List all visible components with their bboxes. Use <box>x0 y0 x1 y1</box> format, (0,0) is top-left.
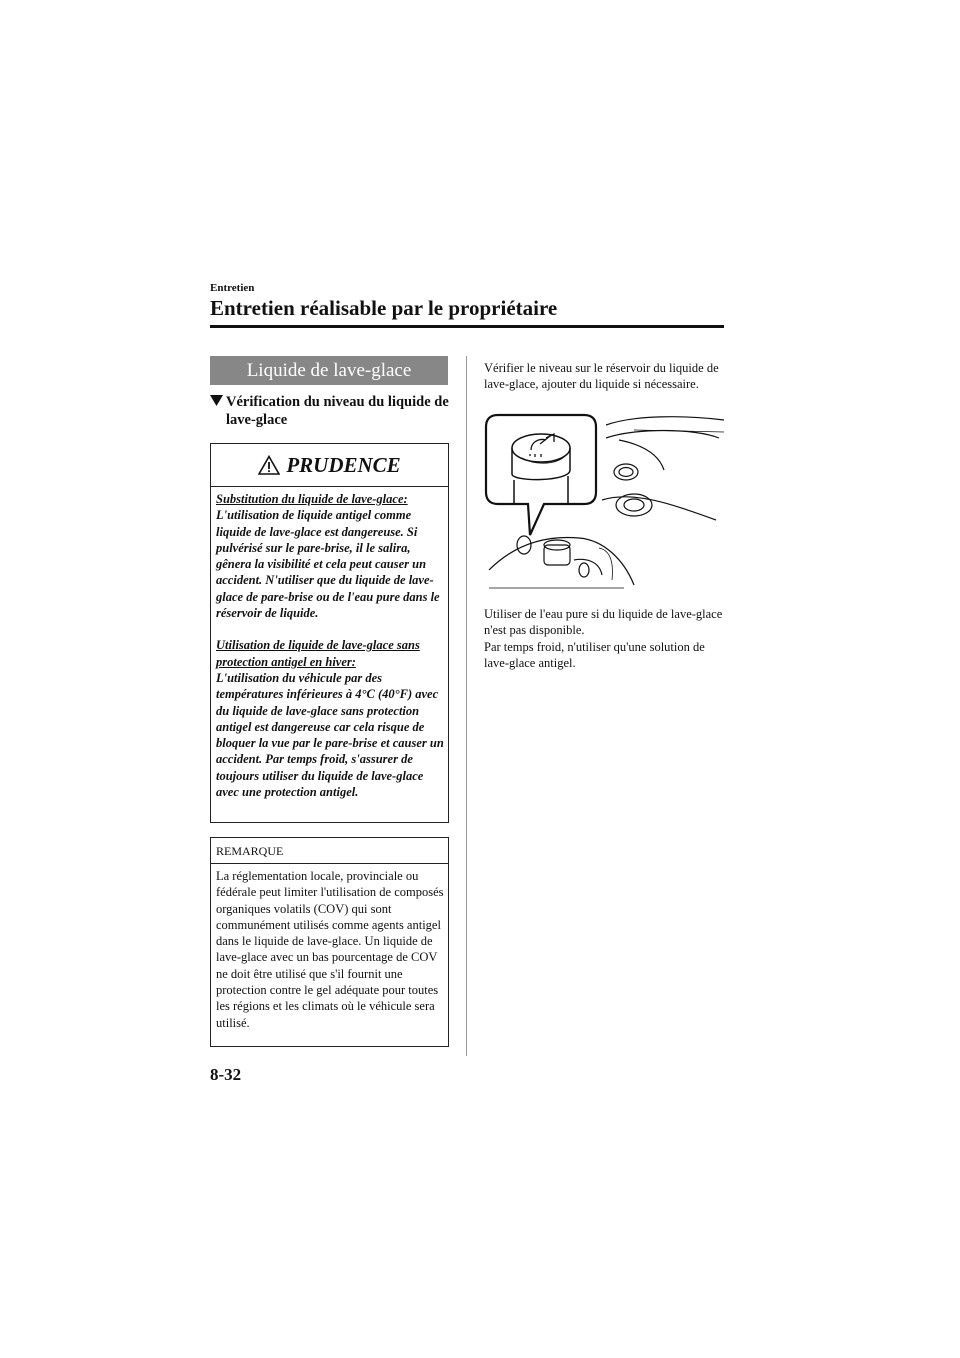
topic-title-bar <box>210 356 448 385</box>
caution-p2-heading: Utilisation de liquide de lave-glace sans protection antigel en hiver: <box>216 638 420 669</box>
washer-reservoir-illustration <box>484 410 724 590</box>
column-divider <box>466 356 467 1056</box>
caution-p2-body: L'utilisation du véhicule par des températures inférieures à 4°C (40°F) avec du liquide de lave-glace sans protection antigel est dangereuse car cela risque de bloquer la vue par le pare-brise et causer un accident. Par temps froid, s'assurer de toujours utiliser du liquide de lave-glace avec une protection antigel. <box>216 670 444 800</box>
note-box <box>210 837 449 1047</box>
page-number: 8-32 <box>210 1065 242 1084</box>
section-label: Entretien <box>210 282 255 294</box>
caution-header <box>211 444 448 487</box>
caution-p1-body: L'utilisation de liquide antigel comme liquide de lave-glace est dangereuse. Si pulvérisé sur le pare-brise, il le salira, gênera la visibilité et cela peut causer un accident. N'utiliser que du liquide de lave-glace de pare-brise ou de l'eau pure dans le réservoir de liquide. <box>216 508 440 621</box>
subheading-text: Vérification du niveau du liquide de lave-glace <box>226 394 449 428</box>
note-text: La réglementation locale, provinciale ou fédérale peut limiter l'utilisation de composés organiques volatils (COV) qui sont communément utilisés comme agents antigel dans le liquide de lave-glace. Un liquide de lave-glace avec un bas pourcentage de COV ne doit être utilisé que s'il fournit une protection contre le gel adéquate pour toutes les régions et les climats où le véhicule sera utilisé. <box>216 869 444 1030</box>
intro-text: Vérifier le niveau sur le réservoir du liquide de lave-glace, ajouter du liquide si nécessaire. <box>484 361 719 392</box>
caution-p1-heading: Substitution du liquide de lave-glace: <box>216 492 408 506</box>
topic-title: Liquide de lave-glace <box>246 359 412 381</box>
note-title: REMARQUE <box>211 838 448 864</box>
instruction-line-2: Par temps froid, n'utiliser qu'une solution de lave-glace antigel. <box>484 639 705 670</box>
instructions <box>484 606 724 671</box>
caution-title: PRUDENCE <box>286 452 401 477</box>
caution-body <box>216 491 448 800</box>
header-rule <box>210 325 724 328</box>
warning-triangle-icon <box>258 455 280 475</box>
page-title: Entretien réalisable par le propriétaire <box>210 296 558 320</box>
subheading <box>210 393 450 429</box>
caution-box <box>210 443 449 823</box>
down-triangle-icon <box>210 393 223 406</box>
instruction-line-1: Utiliser de l'eau pure si du liquide de lave-glace n'est pas disponible. <box>484 607 723 638</box>
